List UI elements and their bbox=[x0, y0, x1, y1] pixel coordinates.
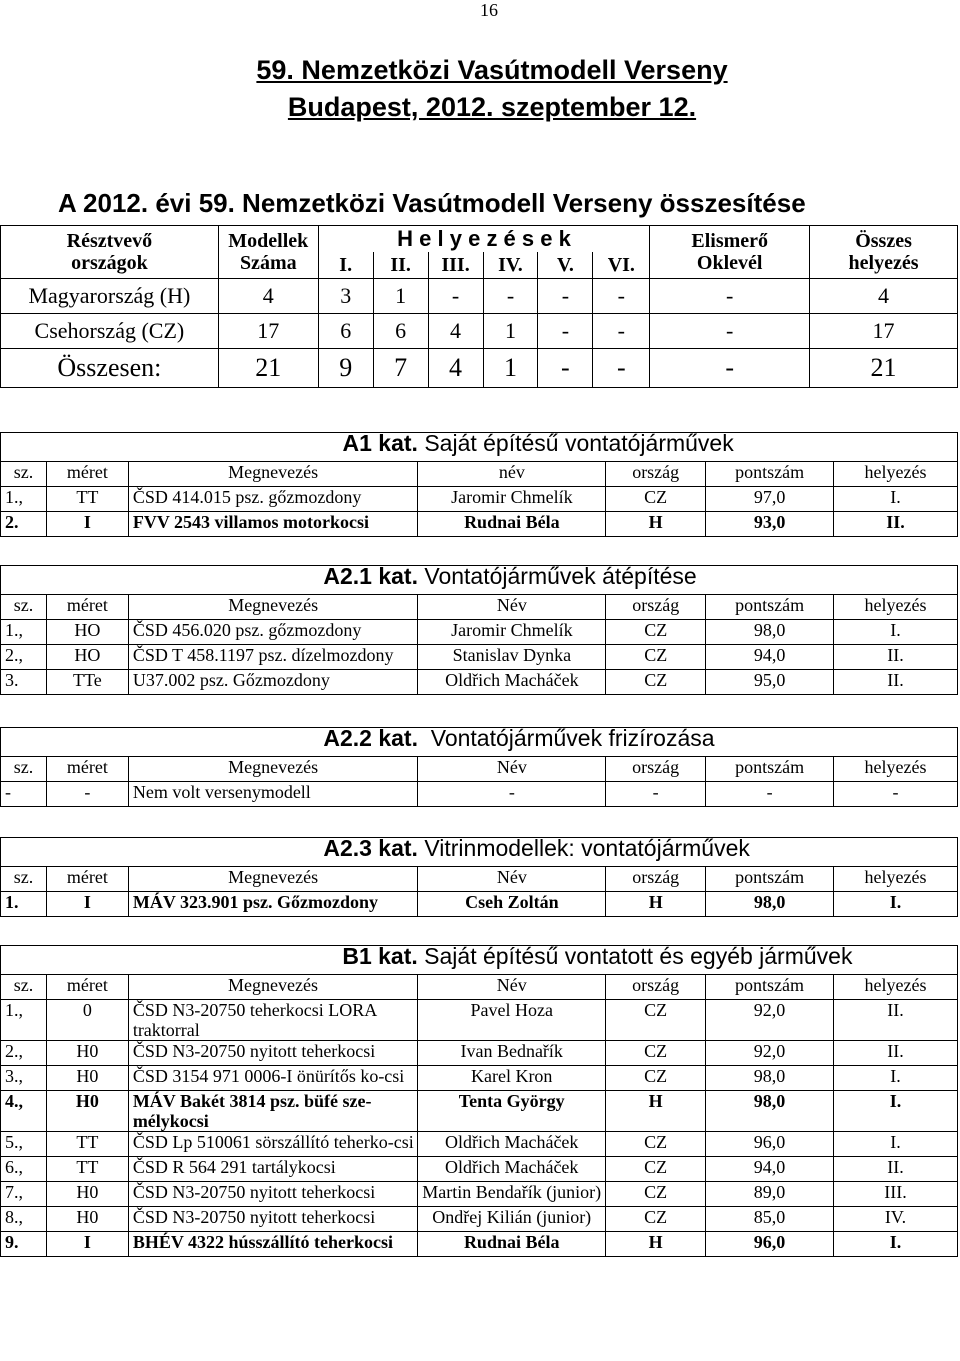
country-cell: H bbox=[606, 1232, 706, 1257]
number-cell: 1. bbox=[1, 892, 47, 917]
entry-row bbox=[1, 670, 958, 695]
score-cell: 96,0 bbox=[706, 1132, 834, 1157]
total-cell: 21 bbox=[218, 349, 318, 388]
place-cell: I. bbox=[834, 1232, 958, 1257]
column-header: pontszám bbox=[706, 757, 834, 782]
name-cell: BHÉV 4322 hússzállító teherkocsi bbox=[128, 1232, 417, 1257]
number-cell: 8., bbox=[1, 1207, 47, 1232]
score-cell: 98,0 bbox=[706, 1066, 834, 1091]
score-cell: 97,0 bbox=[706, 487, 834, 512]
summary-cell: - bbox=[428, 279, 483, 314]
column-header: Név bbox=[418, 867, 606, 892]
builder-cell: Ivan Bednařík bbox=[418, 1041, 606, 1066]
place-cell: I. bbox=[834, 620, 958, 645]
country-cell: CZ bbox=[606, 1000, 706, 1041]
category-table bbox=[0, 837, 958, 917]
scale-cell: TT bbox=[46, 487, 128, 512]
column-header: ország bbox=[606, 595, 706, 620]
country-cell: Csehország (CZ) bbox=[1, 314, 219, 349]
number-cell: 3. bbox=[1, 670, 47, 695]
total-cell: 9 bbox=[318, 349, 373, 388]
column-header: név bbox=[418, 462, 606, 487]
score-cell: 89,0 bbox=[706, 1182, 834, 1207]
category-table bbox=[0, 727, 958, 807]
column-header: Megnevezés bbox=[128, 595, 418, 620]
category-code: A2.2 kat. bbox=[323, 725, 418, 751]
column-header: pontszám bbox=[706, 867, 834, 892]
scale-cell: I bbox=[46, 512, 128, 537]
place-cell: II. bbox=[834, 1157, 958, 1182]
summary-cell: - bbox=[538, 314, 593, 349]
country-cell: CZ bbox=[606, 1207, 706, 1232]
column-header: pontszám bbox=[706, 462, 834, 487]
category-code: A1 kat. bbox=[342, 430, 418, 456]
placements-header: H e l y e z é s e k bbox=[318, 226, 650, 253]
column-header: méret bbox=[46, 975, 128, 1000]
name-cell: FVV 2543 villamos motorkocsi bbox=[128, 512, 418, 537]
number-cell: 2., bbox=[1, 1041, 47, 1066]
number-cell: 2. bbox=[1, 512, 47, 537]
builder-cell: Oldřich Macháček bbox=[418, 1157, 606, 1182]
place-cell: II. bbox=[834, 512, 958, 537]
document-subtitle: Budapest, 2012. szeptember 12. bbox=[287, 92, 697, 122]
summary-table bbox=[0, 225, 958, 388]
participant-header: Résztvevő országok bbox=[1, 226, 219, 279]
country-cell: CZ bbox=[606, 1182, 706, 1207]
summary-cell: 1 bbox=[483, 314, 538, 349]
place-cell: I. bbox=[834, 487, 958, 512]
summary-cell: 17 bbox=[218, 314, 318, 349]
builder-cell: Martin Bendařík (junior) bbox=[418, 1182, 606, 1207]
entry-row bbox=[1, 1182, 958, 1207]
summary-cell: - bbox=[483, 279, 538, 314]
score-cell: 93,0 bbox=[706, 512, 834, 537]
column-header: helyezés bbox=[834, 595, 958, 620]
place-cell: I. bbox=[834, 1132, 958, 1157]
scale-cell: H0 bbox=[46, 1066, 128, 1091]
builder-cell: Jaromir Chmelík bbox=[418, 487, 606, 512]
name-cell: ČSD N3-20750 nyitott teherkocsi bbox=[128, 1041, 417, 1066]
place-cell: - bbox=[834, 782, 958, 807]
place-header: VI. bbox=[593, 252, 650, 279]
score-cell: 96,0 bbox=[706, 1232, 834, 1257]
place-cell: IV. bbox=[834, 1207, 958, 1232]
document-title: 59. Nemzetközi Vasútmodell Verseny bbox=[256, 55, 728, 85]
scale-cell: HO bbox=[46, 645, 128, 670]
place-cell: II. bbox=[834, 645, 958, 670]
category-section bbox=[0, 837, 958, 917]
category-name: Vitrinmodellek: vontatójárművek bbox=[418, 838, 958, 867]
category-name: Saját építésű vontatott és egyéb járművek bbox=[418, 946, 958, 975]
summary-cell: 6 bbox=[373, 314, 428, 349]
number-cell: 2., bbox=[1, 645, 47, 670]
name-cell: ČSD T 458.1197 psz. dízelmozdony bbox=[128, 645, 418, 670]
country-cell: H bbox=[606, 1091, 706, 1132]
column-header: helyezés bbox=[834, 462, 958, 487]
category-name: Vontatójárművek átépítése bbox=[418, 566, 958, 595]
place-cell: I. bbox=[834, 1066, 958, 1091]
category-name: Vontatójárművek frizírozása bbox=[418, 728, 958, 757]
category-section bbox=[0, 945, 958, 1257]
name-cell: ČSD 456.020 psz. gőzmozdony bbox=[128, 620, 418, 645]
category-name: Saját építésű vontatójárművek bbox=[418, 433, 958, 462]
summary-cell: 1 bbox=[373, 279, 428, 314]
score-cell: 98,0 bbox=[706, 620, 834, 645]
column-header: sz. bbox=[1, 595, 47, 620]
page-number: 16 bbox=[480, 0, 498, 20]
total-cell: 7 bbox=[373, 349, 428, 388]
name-cell: Nem volt versenymodell bbox=[128, 782, 418, 807]
column-header: sz. bbox=[1, 462, 47, 487]
column-header: Megnevezés bbox=[128, 462, 418, 487]
category-section bbox=[0, 727, 958, 807]
scale-cell: I bbox=[46, 1232, 128, 1257]
builder-cell: Tenta György bbox=[418, 1091, 606, 1132]
column-header: pontszám bbox=[706, 595, 834, 620]
number-cell: 7., bbox=[1, 1182, 47, 1207]
country-cell: Magyarország (H) bbox=[1, 279, 219, 314]
country-cell: CZ bbox=[606, 620, 706, 645]
builder-cell: Stanislav Dynka bbox=[418, 645, 606, 670]
place-cell: II. bbox=[834, 1000, 958, 1041]
entry-row bbox=[1, 1091, 958, 1132]
column-header: ország bbox=[606, 975, 706, 1000]
place-header: IV. bbox=[483, 252, 538, 279]
place-header: II. bbox=[373, 252, 428, 279]
name-cell: ČSD Lp 510061 sörszállító teherko-csi bbox=[128, 1132, 417, 1157]
scale-cell: HO bbox=[46, 620, 128, 645]
number-cell: 5., bbox=[1, 1132, 47, 1157]
scale-cell: TT bbox=[46, 1157, 128, 1182]
summary-cell: 17 bbox=[810, 314, 958, 349]
column-header: méret bbox=[46, 595, 128, 620]
builder-cell: - bbox=[418, 782, 606, 807]
entry-row bbox=[1, 1157, 958, 1182]
number-cell: 1., bbox=[1, 620, 47, 645]
summary-cell: 4 bbox=[810, 279, 958, 314]
column-header: méret bbox=[46, 462, 128, 487]
entry-row bbox=[1, 782, 958, 807]
place-header: III. bbox=[428, 252, 483, 279]
column-header: Megnevezés bbox=[128, 757, 418, 782]
country-cell: CZ bbox=[606, 1132, 706, 1157]
country-cell: CZ bbox=[606, 645, 706, 670]
summary-cell: 3 bbox=[318, 279, 373, 314]
scale-cell: TTe bbox=[46, 670, 128, 695]
scale-cell: H0 bbox=[46, 1207, 128, 1232]
category-table bbox=[0, 432, 958, 537]
number-cell: 4., bbox=[1, 1091, 47, 1132]
score-cell: 95,0 bbox=[706, 670, 834, 695]
summary-cell: 6 bbox=[318, 314, 373, 349]
name-cell: ČSD N3-20750 nyitott teherkocsi bbox=[128, 1182, 417, 1207]
summary-cell: - bbox=[593, 279, 650, 314]
summary-row bbox=[1, 314, 958, 349]
country-cell: H bbox=[606, 512, 706, 537]
category-section bbox=[0, 432, 958, 537]
name-cell: ČSD 3154 971 0006-I önürítős ko-csi bbox=[128, 1066, 417, 1091]
summary-total-row bbox=[1, 349, 958, 388]
country-cell: H bbox=[606, 892, 706, 917]
score-cell: 85,0 bbox=[706, 1207, 834, 1232]
recognition-header: Elismerő Oklevél bbox=[650, 226, 810, 279]
country-cell: CZ bbox=[606, 1041, 706, 1066]
category-code: A2.1 kat. bbox=[323, 563, 418, 589]
name-cell: ČSD N3-20750 nyitott teherkocsi bbox=[128, 1207, 417, 1232]
column-header: Név bbox=[418, 595, 606, 620]
name-cell: ČSD 414.015 psz. gőzmozdony bbox=[128, 487, 418, 512]
summary-cell: 4 bbox=[428, 314, 483, 349]
scale-cell: TT bbox=[46, 1132, 128, 1157]
category-code: A2.3 kat. bbox=[323, 835, 418, 861]
builder-cell: Ondřej Kilián (junior) bbox=[418, 1207, 606, 1232]
country-cell: CZ bbox=[606, 487, 706, 512]
builder-cell: Jaromir Chmelík bbox=[418, 620, 606, 645]
summary-row bbox=[1, 279, 958, 314]
column-header: pontszám bbox=[706, 975, 834, 1000]
name-cell: MÁV 323.901 psz. Gőzmozdony bbox=[128, 892, 418, 917]
entry-row bbox=[1, 1066, 958, 1091]
place-header: V. bbox=[538, 252, 593, 279]
entry-row bbox=[1, 645, 958, 670]
scale-cell: H0 bbox=[46, 1041, 128, 1066]
score-cell: - bbox=[706, 782, 834, 807]
column-header: sz. bbox=[1, 867, 47, 892]
total-cell: - bbox=[593, 349, 650, 388]
category-table bbox=[0, 565, 958, 695]
models-header: Modellek Száma bbox=[218, 226, 318, 279]
total-cell: 4 bbox=[428, 349, 483, 388]
total-cell: - bbox=[538, 349, 593, 388]
entry-row bbox=[1, 620, 958, 645]
summary-cell: - bbox=[650, 279, 810, 314]
entry-row bbox=[1, 1000, 958, 1041]
category-section bbox=[0, 565, 958, 695]
column-header: sz. bbox=[1, 975, 47, 1000]
place-cell: II. bbox=[834, 1041, 958, 1066]
summary-cell: - bbox=[593, 314, 650, 349]
score-cell: 92,0 bbox=[706, 1000, 834, 1041]
entry-row bbox=[1, 1207, 958, 1232]
score-cell: 92,0 bbox=[706, 1041, 834, 1066]
number-cell: 3., bbox=[1, 1066, 47, 1091]
column-header: méret bbox=[46, 757, 128, 782]
scale-cell: H0 bbox=[46, 1091, 128, 1132]
column-header: sz. bbox=[1, 757, 47, 782]
total-cell: 21 bbox=[810, 349, 958, 388]
column-header: Név bbox=[418, 975, 606, 1000]
scale-cell: 0 bbox=[46, 1000, 128, 1041]
column-header: méret bbox=[46, 867, 128, 892]
name-cell: U37.002 psz. Gőzmozdony bbox=[128, 670, 418, 695]
place-header: I. bbox=[318, 252, 373, 279]
entry-row bbox=[1, 512, 958, 537]
number-cell: 1., bbox=[1, 1000, 47, 1041]
country-cell: - bbox=[606, 782, 706, 807]
column-header: ország bbox=[606, 462, 706, 487]
score-cell: 94,0 bbox=[706, 1157, 834, 1182]
entry-row bbox=[1, 892, 958, 917]
country-cell: CZ bbox=[606, 1157, 706, 1182]
builder-cell: Pavel Hoza bbox=[418, 1000, 606, 1041]
entry-row bbox=[1, 1232, 958, 1257]
builder-cell: Karel Kron bbox=[418, 1066, 606, 1091]
summary-cell: - bbox=[538, 279, 593, 314]
number-cell: - bbox=[1, 782, 47, 807]
category-table bbox=[0, 945, 958, 1257]
number-cell: 9. bbox=[1, 1232, 47, 1257]
place-cell: I. bbox=[834, 1091, 958, 1132]
entry-row bbox=[1, 487, 958, 512]
builder-cell: Oldřich Macháček bbox=[418, 1132, 606, 1157]
number-cell: 1., bbox=[1, 487, 47, 512]
country-cell: CZ bbox=[606, 670, 706, 695]
scale-cell: - bbox=[46, 782, 128, 807]
column-header: helyezés bbox=[834, 867, 958, 892]
summary-title: A 2012. évi 59. Nemzetközi Vasútmodell Verseny összesítése bbox=[58, 188, 806, 218]
builder-cell: Oldřich Macháček bbox=[418, 670, 606, 695]
builder-cell: Cseh Zoltán bbox=[418, 892, 606, 917]
column-header: Megnevezés bbox=[128, 975, 417, 1000]
total-label: Összesen: bbox=[1, 349, 219, 388]
summary-cell: - bbox=[650, 314, 810, 349]
score-cell: 98,0 bbox=[706, 1091, 834, 1132]
column-header: ország bbox=[606, 867, 706, 892]
name-cell: ČSD N3-20750 teherkocsi LORA traktorral bbox=[128, 1000, 417, 1041]
scale-cell: H0 bbox=[46, 1182, 128, 1207]
name-cell: ČSD R 564 291 tartálykocsi bbox=[128, 1157, 417, 1182]
place-cell: I. bbox=[834, 892, 958, 917]
country-cell: CZ bbox=[606, 1066, 706, 1091]
column-header: Név bbox=[418, 757, 606, 782]
builder-cell: Rudnai Béla bbox=[418, 512, 606, 537]
number-cell: 6., bbox=[1, 1157, 47, 1182]
name-cell: MÁV Bakét 3814 psz. büfé sze-mélykocsi bbox=[128, 1091, 417, 1132]
summary-cell: 4 bbox=[218, 279, 318, 314]
category-code: B1 kat. bbox=[342, 943, 418, 969]
score-cell: 98,0 bbox=[706, 892, 834, 917]
column-header: helyezés bbox=[834, 975, 958, 1000]
column-header: Megnevezés bbox=[128, 867, 418, 892]
column-header: helyezés bbox=[834, 757, 958, 782]
scale-cell: I bbox=[46, 892, 128, 917]
place-cell: III. bbox=[834, 1182, 958, 1207]
builder-cell: Rudnai Béla bbox=[418, 1232, 606, 1257]
score-cell: 94,0 bbox=[706, 645, 834, 670]
total-header: Összes helyezés bbox=[810, 226, 958, 279]
place-cell: II. bbox=[834, 670, 958, 695]
entry-row bbox=[1, 1132, 958, 1157]
entry-row bbox=[1, 1041, 958, 1066]
total-cell: 1 bbox=[483, 349, 538, 388]
column-header: ország bbox=[606, 757, 706, 782]
total-cell: - bbox=[650, 349, 810, 388]
